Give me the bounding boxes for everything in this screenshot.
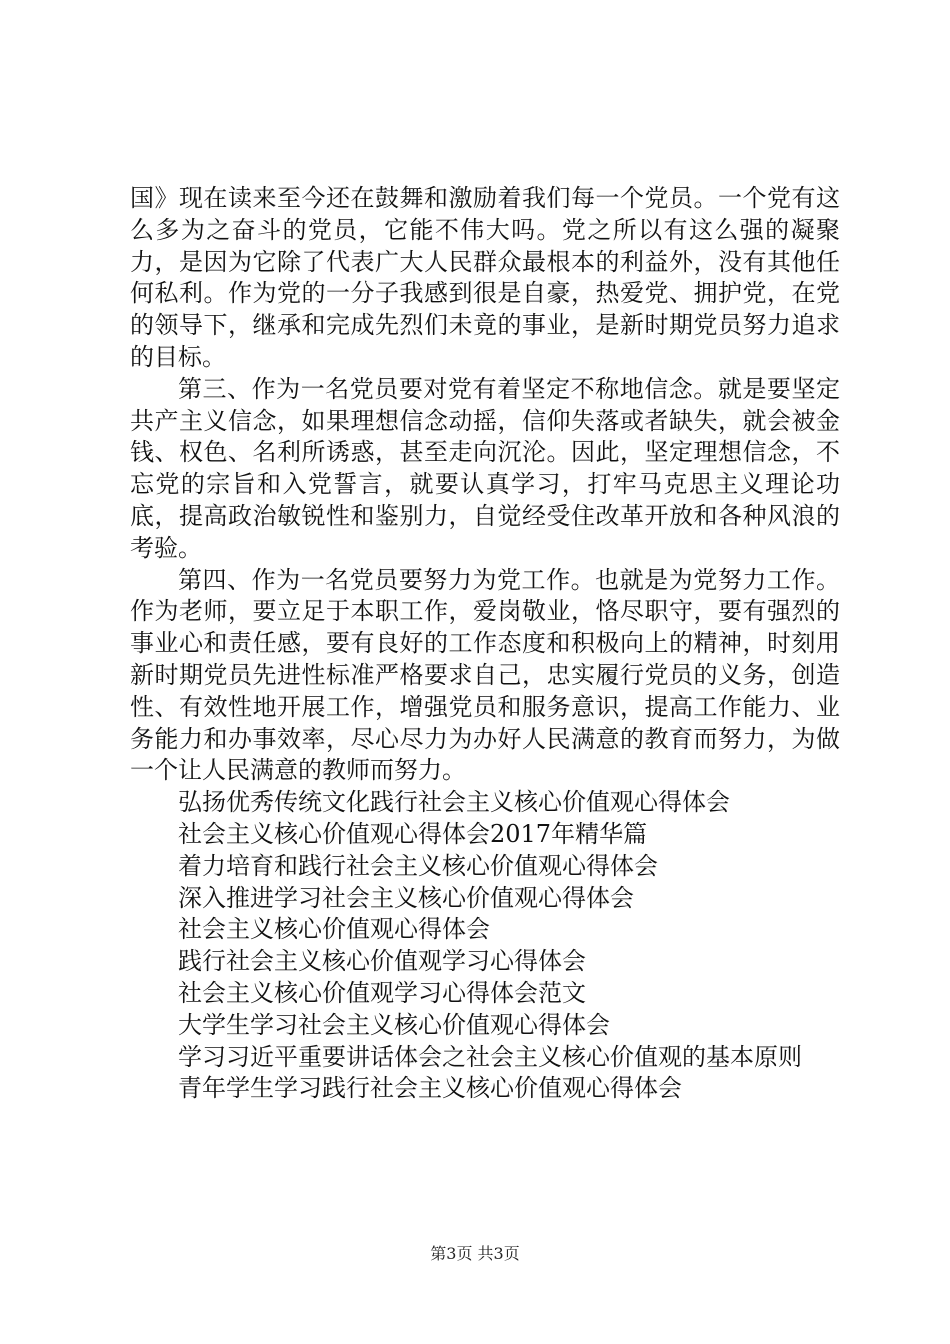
related-title-item: 社会主义核心价值观心得体会 xyxy=(178,915,490,944)
page-number-footer: 第3页 共3页 xyxy=(430,1244,520,1263)
related-title-item: 学习习近平重要讲话体会之社会主义核心价值观的基本原则 xyxy=(178,1042,802,1071)
related-title-item: 弘扬优秀传统文化践行社会主义核心价值观心得体会 xyxy=(178,788,730,817)
related-titles-list xyxy=(130,787,840,1105)
related-title-item: 社会主义核心价值观学习心得体会范文 xyxy=(178,978,586,1007)
related-title-item: 大学生学习社会主义核心价值观心得体会 xyxy=(178,1010,610,1039)
related-title-item: 青年学生学习践行社会主义核心价值观心得体会 xyxy=(178,1074,682,1103)
document-body xyxy=(130,183,840,1105)
related-title-item: 践行社会主义核心价值观学习心得体会 xyxy=(178,947,586,976)
related-title-item: 着力培育和践行社会主义核心价值观心得体会 xyxy=(178,851,658,880)
related-title-item: 深入推进学习社会主义核心价值观心得体会 xyxy=(178,883,634,912)
paragraph-third-point: 第三、作为一名党员要对党有着坚定不称地信念。就是要坚定共产主义信念，如果理想信念动摇，信仰失落或者缺失，就会被金钱、权色、名利所诱惑，甚至走向沉沦。因此，坚定理想信念，不忘党的宗旨和入党誓言，就要认真学习，打牢马克思主义理论功底，提高政治敏锐性和鉴别力，自觉经受住改革开放和各种风浪的考验。 xyxy=(130,374,840,562)
paragraph-fourth-point: 第四、作为一名党员要努力为党工作。也就是为党努力工作。作为老师，要立足于本职工作，爱岗敬业，恪尽职守，要有强烈的事业心和责任感，要有良好的工作态度和积极向上的精神，时刻用新时期党员先进性标准严格要求自己，忠实履行党员的义务，创造性、有效性地开展工作，增强党员和服务意识，提高工作能力、业务能力和办事效率，尽心尽力为办好人民满意的教育而努力，为做一个让人民满意的教师而努力。 xyxy=(130,565,840,785)
related-title-item: 社会主义核心价值观心得体会2017年精华篇 xyxy=(178,819,648,848)
paragraph-continuation: 国》现在读来至今还在鼓舞和激励着我们每一个党员。一个党有这么多为之奋斗的党员，它能不伟大吗。党之所以有这么强的凝聚力，是因为它除了代表广大人民群众最根本的利益外，没有其他任何私利。作为党的一分子我感到很是自豪，热爱党、拥护党，在党的领导下，继承和完成先烈们未竟的事业，是新时期党员努力追求的目标。 xyxy=(130,184,840,371)
